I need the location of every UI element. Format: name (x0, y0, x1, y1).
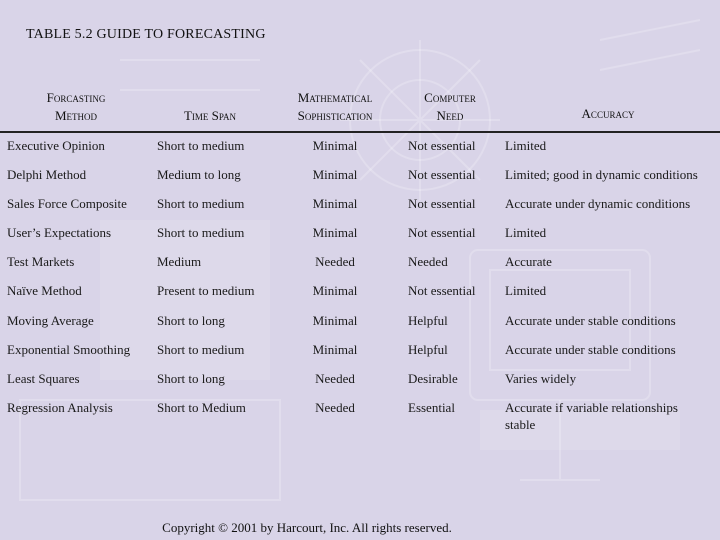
cell-computer: Not essential (408, 167, 476, 182)
cell-computer: Desirable (408, 371, 458, 386)
table-row (0, 282, 720, 311)
header-math-line2: Sophistication (297, 108, 373, 123)
cell-method: Naïve Method (7, 283, 82, 298)
cell-computer: Needed (408, 254, 448, 269)
cell-method: Sales Force Composite (7, 196, 127, 211)
cell-method: Delphi Method (7, 167, 87, 182)
copyright-notice: Copyright © 2001 by Harcourt, Inc. All rights reserved. (162, 520, 452, 535)
cell-math: Minimal (312, 313, 358, 328)
header-method-line2: Method (54, 108, 98, 123)
cell-accuracy: Accurate if variable relationships stable (505, 400, 678, 432)
table-row (0, 399, 720, 439)
cell-computer: Helpful (408, 313, 448, 328)
cell-time-span: Short to medium (157, 196, 245, 211)
table-row (0, 312, 720, 341)
header-computer-line1: Computer (424, 90, 476, 105)
table-row (0, 341, 720, 370)
cell-math: Needed (315, 400, 355, 415)
cell-time-span: Short to medium (157, 225, 245, 240)
cell-math: Minimal (312, 138, 358, 153)
cell-time-span: Short to long (157, 371, 225, 386)
cell-math: Minimal (312, 167, 358, 182)
header-method (24, 89, 128, 125)
cell-accuracy: Limited; good in dynamic conditions (505, 167, 698, 182)
table-row (0, 195, 720, 224)
cell-math: Minimal (312, 283, 358, 298)
cell-method: Regression Analysis (7, 400, 113, 415)
cell-time-span: Medium to long (157, 167, 241, 182)
table-row (0, 137, 720, 166)
header-computer-line2: Need (436, 108, 464, 123)
header-time-span: Time Span (183, 108, 237, 123)
cell-accuracy: Limited (505, 225, 547, 240)
cell-computer: Helpful (408, 342, 448, 357)
cell-time-span: Present to medium (157, 283, 255, 298)
header-math-line1: Mathematical (297, 90, 373, 105)
cell-time-span: Short to long (157, 313, 225, 328)
header-computer-need (404, 89, 496, 125)
cell-method: Test Markets (7, 254, 75, 269)
table-row (0, 166, 720, 195)
cell-method: Least Squares (7, 371, 80, 386)
table-row (0, 224, 720, 253)
cell-method: User’s Expectations (7, 225, 112, 240)
cell-method: Exponential Smoothing (7, 342, 131, 357)
cell-accuracy: Accurate under dynamic conditions (505, 196, 691, 211)
cell-computer: Not essential (408, 283, 476, 298)
cell-accuracy: Accurate under stable conditions (505, 342, 676, 357)
table-row (0, 370, 720, 399)
cell-computer: Not essential (408, 196, 476, 211)
header-math-sophistication (270, 89, 400, 125)
cell-computer: Not essential (408, 225, 476, 240)
cell-accuracy: Accurate under stable conditions (505, 313, 676, 328)
cell-computer: Not essential (408, 138, 476, 153)
cell-accuracy: Accurate (505, 254, 552, 269)
cell-math: Minimal (312, 225, 358, 240)
cell-math: Minimal (312, 342, 358, 357)
cell-accuracy: Limited (505, 283, 547, 298)
cell-accuracy: Limited (505, 138, 547, 153)
cell-method: Moving Average (7, 313, 94, 328)
header-method-line1: Forcasting (46, 90, 106, 105)
cell-time-span: Short to Medium (157, 400, 246, 415)
cell-math: Minimal (312, 196, 358, 211)
cell-time-span: Short to medium (157, 342, 245, 357)
slide-title: TABLE 5.2 GUIDE TO FORECASTING (26, 27, 266, 42)
table-row (0, 253, 720, 282)
cell-computer: Essential (408, 400, 455, 415)
cell-math: Needed (315, 371, 355, 386)
header-accuracy: Accuracy (581, 106, 635, 121)
header-rule (0, 131, 720, 133)
cell-method: Executive Opinion (7, 138, 105, 153)
cell-time-span: Medium (157, 254, 202, 269)
cell-accuracy: Varies widely (505, 371, 577, 386)
cell-math: Needed (315, 254, 355, 269)
cell-time-span: Short to medium (157, 138, 245, 153)
